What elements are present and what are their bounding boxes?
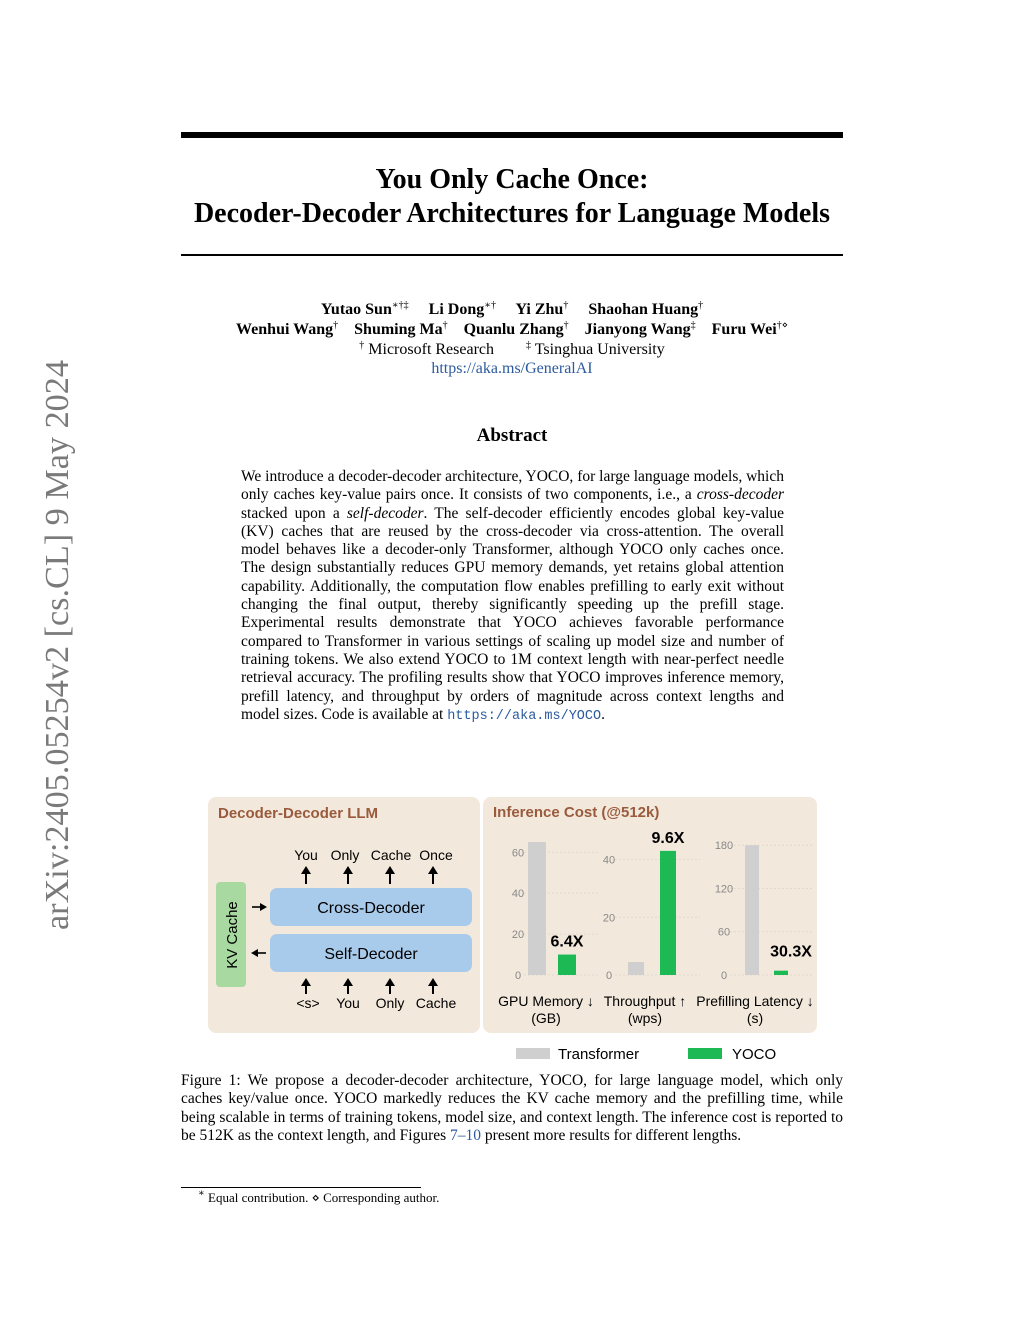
group-link-row — [0, 359, 1024, 379]
x-axis-unit: (s) — [746, 1010, 764, 1026]
abstract-body: We introduce a decoder-decoder architecture, YOCO, for large language models, which only caches key-value pairs once. It consists of two components, i.e., a cross-decoder stacked upon a self-decoder. The self-decoder efficiently encodes global key-value (KV) caches that are reused by the cross-decoder via cross-attention. The overall model behaves like a decoder-only Transformer, although YOCO only caches once. The design substantially reduces GPU memory demands, yet retains global attention capability. Additionally, the computation flow enables prefilling to early exit without changing the final output, thereby significantly speeding up the prefill stage. Experimental results demonstrate that YOCO achieves favorable performance compared to Transformer in various settings of scaling up model size and number of training tokens. We also extend YOCO to 1M context length with near-perfect needle retrieval accuracy. The profiling results show that YOCO improves inference memory, prefill latency, and throughput by orders of magnitude across context lengths and model sizes. Code is available at https://aka.ms/YOCO. — [241, 468, 785, 724]
author: Furu Wei†⋄ — [711, 320, 788, 338]
speedup-annotation: 30.3X — [770, 943, 812, 961]
y-tick-label: 40 — [511, 888, 525, 901]
bar-yoco — [774, 971, 788, 975]
title-line-2: Decoder-Decoder Architectures for Language Models — [193, 198, 831, 229]
output-token: You — [294, 847, 318, 863]
yoco-code-link[interactable]: https://aka.ms/YOCO — [447, 708, 602, 724]
y-tick-label: 40 — [602, 854, 616, 867]
affiliation-microsoft: Microsoft Research — [368, 341, 495, 358]
self-decoder-label: Self-Decoder — [324, 946, 418, 963]
abstract-heading: Abstract — [476, 425, 548, 446]
bar-yoco — [558, 955, 576, 975]
affiliation-tsinghua: Tsinghua University — [534, 341, 665, 358]
y-tick-label: 0 — [514, 970, 522, 982]
bar-yoco — [660, 851, 676, 975]
input-token: <s> — [296, 995, 320, 1011]
x-axis-label: GPU Memory ↓ — [498, 993, 594, 1009]
bar-transformer — [628, 962, 644, 975]
kv-cache-label: KV Cache — [224, 901, 241, 969]
authors-row-1 — [0, 300, 1024, 320]
title-top-rule — [181, 132, 843, 138]
input-token: Cache — [415, 995, 457, 1011]
title-bottom-rule — [181, 254, 843, 256]
affiliations: † Microsoft Research ‡ Tsinghua University — [359, 340, 665, 358]
authors-row-2 — [0, 320, 1024, 340]
author: Quanlu Zhang† — [463, 320, 569, 338]
y-tick-label: 20 — [511, 929, 525, 942]
x-axis-label: Throughput ↑ — [603, 993, 687, 1009]
y-tick-label: 60 — [511, 847, 525, 860]
y-tick-label: 0 — [720, 970, 728, 982]
author: Jianyong Wang‡ — [584, 320, 696, 338]
legend-label-transformer: Transformer — [558, 1046, 640, 1063]
x-axis-label: Prefilling Latency ↓ — [696, 993, 814, 1009]
figure-1-svg — [200, 790, 840, 1070]
legend-label-yoco: YOCO — [732, 1046, 777, 1063]
right-panel-title: Inference Cost (@512k) — [493, 804, 660, 821]
output-token: Cache — [370, 847, 412, 863]
speedup-annotation: 6.4X — [550, 933, 584, 951]
title-line-1: You Only Cache Once: — [375, 164, 649, 195]
footnote: ∗ Equal contribution. ⋄ Corresponding author. — [198, 1188, 440, 1205]
x-axis-unit: (GB) — [531, 1010, 561, 1026]
figure-1 — [200, 790, 840, 1070]
legend-swatch-transformer — [516, 1048, 550, 1059]
x-axis-unit: (wps) — [627, 1010, 663, 1026]
author: Shaohan Huang† — [588, 300, 704, 318]
author: Li Dong∗† — [428, 300, 497, 318]
y-tick-label: 180 — [714, 840, 734, 853]
footnote-rule — [181, 1187, 421, 1188]
arxiv-id-text: arXiv:2405.05254v2 [cs.CL] 9 May 2024 — [39, 363, 76, 930]
output-token: Only — [330, 847, 360, 863]
figure-caption: Figure 1: We propose a decoder-decoder architecture, YOCO, for large language model, which only caches key/value once. YOCO markedly reduces the KV cache memory and the prefilling time, while being scalable in terms of training tokens, model size, and context length. The inference cost is reported to be 512K as the context length, and Figures 7–10 present more results for different lengths. — [181, 1072, 843, 1145]
left-panel-title: Decoder-Decoder LLM — [218, 805, 379, 822]
cross-decoder-term: cross-decoder — [696, 486, 784, 504]
y-tick-label: 120 — [714, 883, 734, 896]
speedup-annotation: 9.6X — [651, 829, 685, 847]
author: Yutao Sun∗†‡ — [320, 300, 409, 318]
general-ai-link[interactable]: https://aka.ms/GeneralAI — [431, 360, 593, 377]
y-tick-label: 60 — [717, 926, 731, 939]
y-tick-label: 0 — [605, 970, 613, 982]
cross-decoder-label: Cross-Decoder — [317, 900, 425, 917]
y-tick-label: 20 — [602, 912, 616, 925]
legend-swatch-yoco — [688, 1048, 722, 1059]
bar-transformer — [745, 845, 759, 975]
input-token: Only — [375, 995, 405, 1011]
figure-ref-link[interactable]: 7–10 — [450, 1127, 482, 1145]
author: Wenhui Wang† — [236, 320, 339, 338]
output-token: Once — [419, 847, 453, 863]
bar-transformer — [528, 842, 546, 975]
author: Shuming Ma† — [354, 320, 448, 338]
input-token: You — [336, 995, 360, 1011]
paper-title — [0, 163, 1024, 231]
self-decoder-term: self-decoder — [346, 504, 424, 522]
author: Yi Zhu† — [515, 300, 569, 318]
